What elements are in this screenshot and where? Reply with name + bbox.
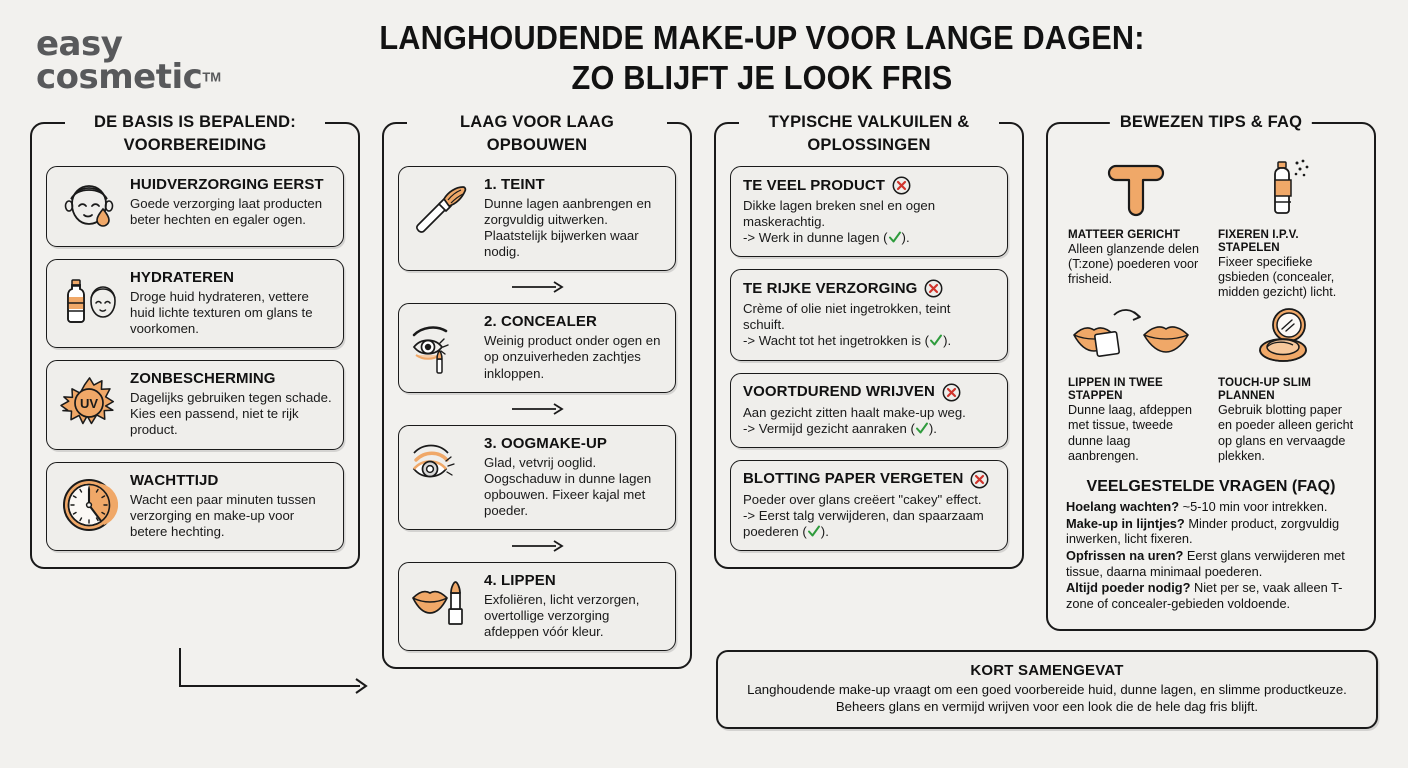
brand-logo-line2: cosmetic: [36, 57, 203, 98]
pitfall-problem: Aan gezicht zitten haalt make-up weg.: [743, 404, 966, 420]
column-preparation: [30, 113, 360, 569]
tip-text: Dunne laag, afdeppen met tissue, tweede dunne laag aanbrengen.: [1068, 403, 1192, 463]
pitfall-solution-prefix: -> Werk in dunne lagen (: [743, 230, 888, 246]
card-step-lips: [398, 562, 676, 651]
card-text: Dunne lagen aanbrengen en zorgvuldig uitwerken. Plaatstelijk bijwerken waar nodig.: [484, 196, 652, 260]
card-sun-protection: [46, 360, 344, 449]
brand-logo-line1: easy: [36, 24, 123, 64]
faq-answer: Eerst glans verwijderen met tissue, daarna minimaal poederen.: [1066, 547, 1345, 579]
pitfall-heading: TE RIJKE VERZORGING: [743, 279, 918, 297]
makeup-brush-icon: [408, 176, 474, 238]
tip-mattify-targeted: [1068, 156, 1204, 300]
tip-heading: FIXEREN I.P.V. STAPELEN: [1218, 228, 1299, 254]
pitfall-problem: Dikke lagen breken snel en ogen maskerachtig.: [743, 198, 936, 230]
card-text: Dagelijks gebruiken tegen schade. Kies een passend, niet te rijk product.: [130, 390, 332, 438]
card-skincare-first: [46, 166, 344, 247]
error-circle-x-icon: [924, 279, 943, 298]
panel-title-preparation: DE BASIS IS BEPALEND: VOORBEREIDING: [65, 111, 325, 157]
card-heading: 3. OOGMAKE-UP: [484, 434, 607, 452]
brand-logo: [36, 18, 266, 98]
tip-text: Gebruik blotting paper en poeder alleen gericht op glans en vervaagde plekken.: [1218, 403, 1354, 463]
page-title: [266, 18, 1378, 99]
card-pitfall-forgot-blotting-paper: [730, 460, 1008, 551]
page-title-line1: LANGHOUDENDE MAKE-UP VOOR LANGE DAGEN:: [379, 19, 1145, 56]
panel-tips-faq: [1046, 113, 1376, 631]
tip-heading: LIPPEN IN TWEE STAPPEN: [1068, 376, 1163, 403]
error-circle-x-icon: [942, 383, 961, 402]
card-step-eye-makeup: [398, 425, 676, 530]
eye-concealer-icon: [408, 313, 474, 375]
column-layering: [382, 113, 692, 669]
pitfall-solution-suffix: ).: [943, 333, 952, 349]
column-tips-faq: [1046, 113, 1376, 631]
page-title-line2: ZO BLIJFT JE LOOK FRIS: [571, 59, 953, 97]
faq-question: Opfrissen na uren?: [1066, 547, 1184, 563]
bottle-face-icon: [56, 269, 122, 329]
card-text: Goede verzorging laat producten beter hechten en egaler ogen.: [130, 196, 323, 228]
faq-answer: ~5-10 min voor intrekken.: [1182, 498, 1328, 514]
faq-question: Hoelang wachten?: [1066, 498, 1180, 514]
faq-answer: Minder product, zorgvuldig inwerken, licht fixeren.: [1066, 515, 1340, 547]
panel-title-pitfalls: TYPISCHE VALKUILEN & OPLOSSINGEN: [739, 111, 999, 157]
tip-plan-touch-up: [1218, 304, 1354, 463]
card-text: Droge huid hydrateren, vettere huid lichte texturen om glans te voorkomen.: [130, 289, 313, 337]
tip-heading: MATTEER GERICHT: [1068, 228, 1181, 241]
panel-layering: [382, 113, 692, 669]
lips-two-steps-icon: [1068, 304, 1204, 370]
faq-item: [1062, 548, 1360, 579]
t-zone-icon: [1068, 156, 1204, 222]
error-circle-x-icon: [970, 470, 989, 489]
pitfall-heading: VOORTDUREND WRIJVEN: [743, 383, 935, 401]
page-header: [0, 0, 1408, 122]
faq-question: Altijd poeder nodig?: [1066, 580, 1191, 596]
pitfall-solution-suffix: ).: [901, 230, 910, 246]
svg-text:UV: UV: [79, 396, 99, 412]
powder-compact-icon: [1218, 304, 1354, 370]
flow-arrow-2: [398, 401, 676, 417]
card-pitfall-constant-rubbing: [730, 373, 1008, 448]
card-text: Glad, vetvrij ooglid. Oogschaduw in dunne lagen opbouwen. Fixeer kajal met poeder.: [484, 454, 652, 518]
sun-uv-icon: [56, 370, 122, 432]
panel-pitfalls: [714, 113, 1024, 569]
faq-title: VEELGESTELDE VRAGEN (FAQ): [1086, 477, 1336, 495]
pitfall-heading: TE VEEL PRODUCT: [743, 176, 886, 194]
card-heading: ZONBESCHERMING: [130, 370, 276, 388]
pitfall-solution-suffix: ).: [820, 523, 829, 539]
card-waiting-time: [46, 462, 344, 551]
card-pitfall-too-much-product: [730, 166, 1008, 257]
card-step-teint: [398, 166, 676, 271]
pitfall-solution-prefix: -> Wacht tot het ingetrokken is (: [743, 333, 930, 349]
pitfall-heading: BLOTTING PAPER VERGETEN: [743, 470, 964, 488]
tips-grid: [1062, 150, 1360, 466]
panel-title-tips-faq: BEWEZEN TIPS & FAQ: [1110, 111, 1312, 134]
check-icon: [915, 421, 929, 435]
card-heading: 2. CONCEALER: [484, 313, 597, 331]
clock-icon: [56, 472, 122, 534]
card-text: Exfoliëren, licht verzorgen, overtollige verzorging afdeppen vóór kleur.: [484, 592, 640, 640]
card-text: Weinig product onder ogen en op onzuiverheden zachtjes inkloppen.: [484, 333, 661, 381]
card-heading: HUIDVERZORGING EERST: [130, 176, 324, 193]
summary-text: Langhoudende make-up vraagt om een goed voorbereide huid, dunne lagen, en slimme productkeuze. Beheers glans en vermijd wrijven voor een look die de hele dag fris blijft.: [747, 682, 1347, 714]
card-hydrate: [46, 259, 344, 348]
pitfall-problem: Poeder over glans creëert "cakey" effect.: [743, 491, 982, 507]
faq-question: Make-up in lijntjes?: [1066, 515, 1185, 531]
pitfall-solution-prefix: -> Eerst talg verwijderen, dan spaarzaam poederen (: [743, 507, 984, 539]
card-heading: 4. LIPPEN: [484, 572, 556, 590]
card-pitfall-too-rich-care: [730, 269, 1008, 360]
connector-arrow: [178, 644, 378, 709]
column-pitfalls: [714, 113, 1024, 569]
panel-preparation: [30, 113, 360, 569]
check-icon: [888, 230, 902, 244]
tip-text: Fixeer specifieke gsbieden (concealer, midden gezicht) licht.: [1218, 255, 1337, 300]
pitfall-solution-prefix: -> Vermijd gezicht aanraken (: [743, 420, 915, 436]
card-heading: 1. TEINT: [484, 176, 545, 193]
lipstick-lips-icon: [408, 572, 474, 628]
pitfall-solution-suffix: ).: [928, 420, 937, 436]
faq-item: [1062, 516, 1360, 547]
face-droplet-icon: [56, 176, 122, 236]
panel-title-layering: LAAG VOOR LAAG OPBOUWEN: [407, 111, 667, 157]
flow-arrow-3: [398, 538, 676, 554]
faq-answer: Niet per se, vaak alleen T-zone of concealer-gebieden voldoende.: [1066, 580, 1343, 612]
setting-spray-icon: [1218, 156, 1354, 222]
tip-heading: TOUCH-UP SLIM PLANNEN: [1218, 376, 1311, 403]
faq-item: [1062, 580, 1360, 611]
summary-box: [716, 650, 1378, 729]
tip-lips-two-steps: [1068, 304, 1204, 463]
card-heading: HYDRATEREN: [130, 269, 235, 286]
tip-fix-instead-of-stack: [1218, 156, 1354, 300]
card-step-concealer: [398, 303, 676, 392]
summary-heading: KORT SAMENGEVAT: [970, 662, 1124, 679]
faq-item: [1062, 499, 1360, 515]
pitfall-problem: Crème of olie niet ingetrokken, teint schuift.: [743, 301, 951, 333]
infographic-board: [0, 113, 1408, 669]
card-heading: WACHTTIJD: [130, 471, 219, 489]
error-circle-x-icon: [892, 176, 911, 195]
tip-text: Alleen glanzende delen (T:zone) poederen voor frisheid.: [1068, 242, 1199, 287]
eyeshadow-eye-icon: [408, 435, 474, 489]
trademark-symbol: TM: [202, 69, 222, 85]
check-icon: [807, 524, 821, 538]
check-icon: [929, 333, 943, 347]
card-text: Wacht een paar minuten tussen verzorging en make-up voor betere hechting.: [130, 491, 316, 539]
flow-arrow-1: [398, 279, 676, 295]
